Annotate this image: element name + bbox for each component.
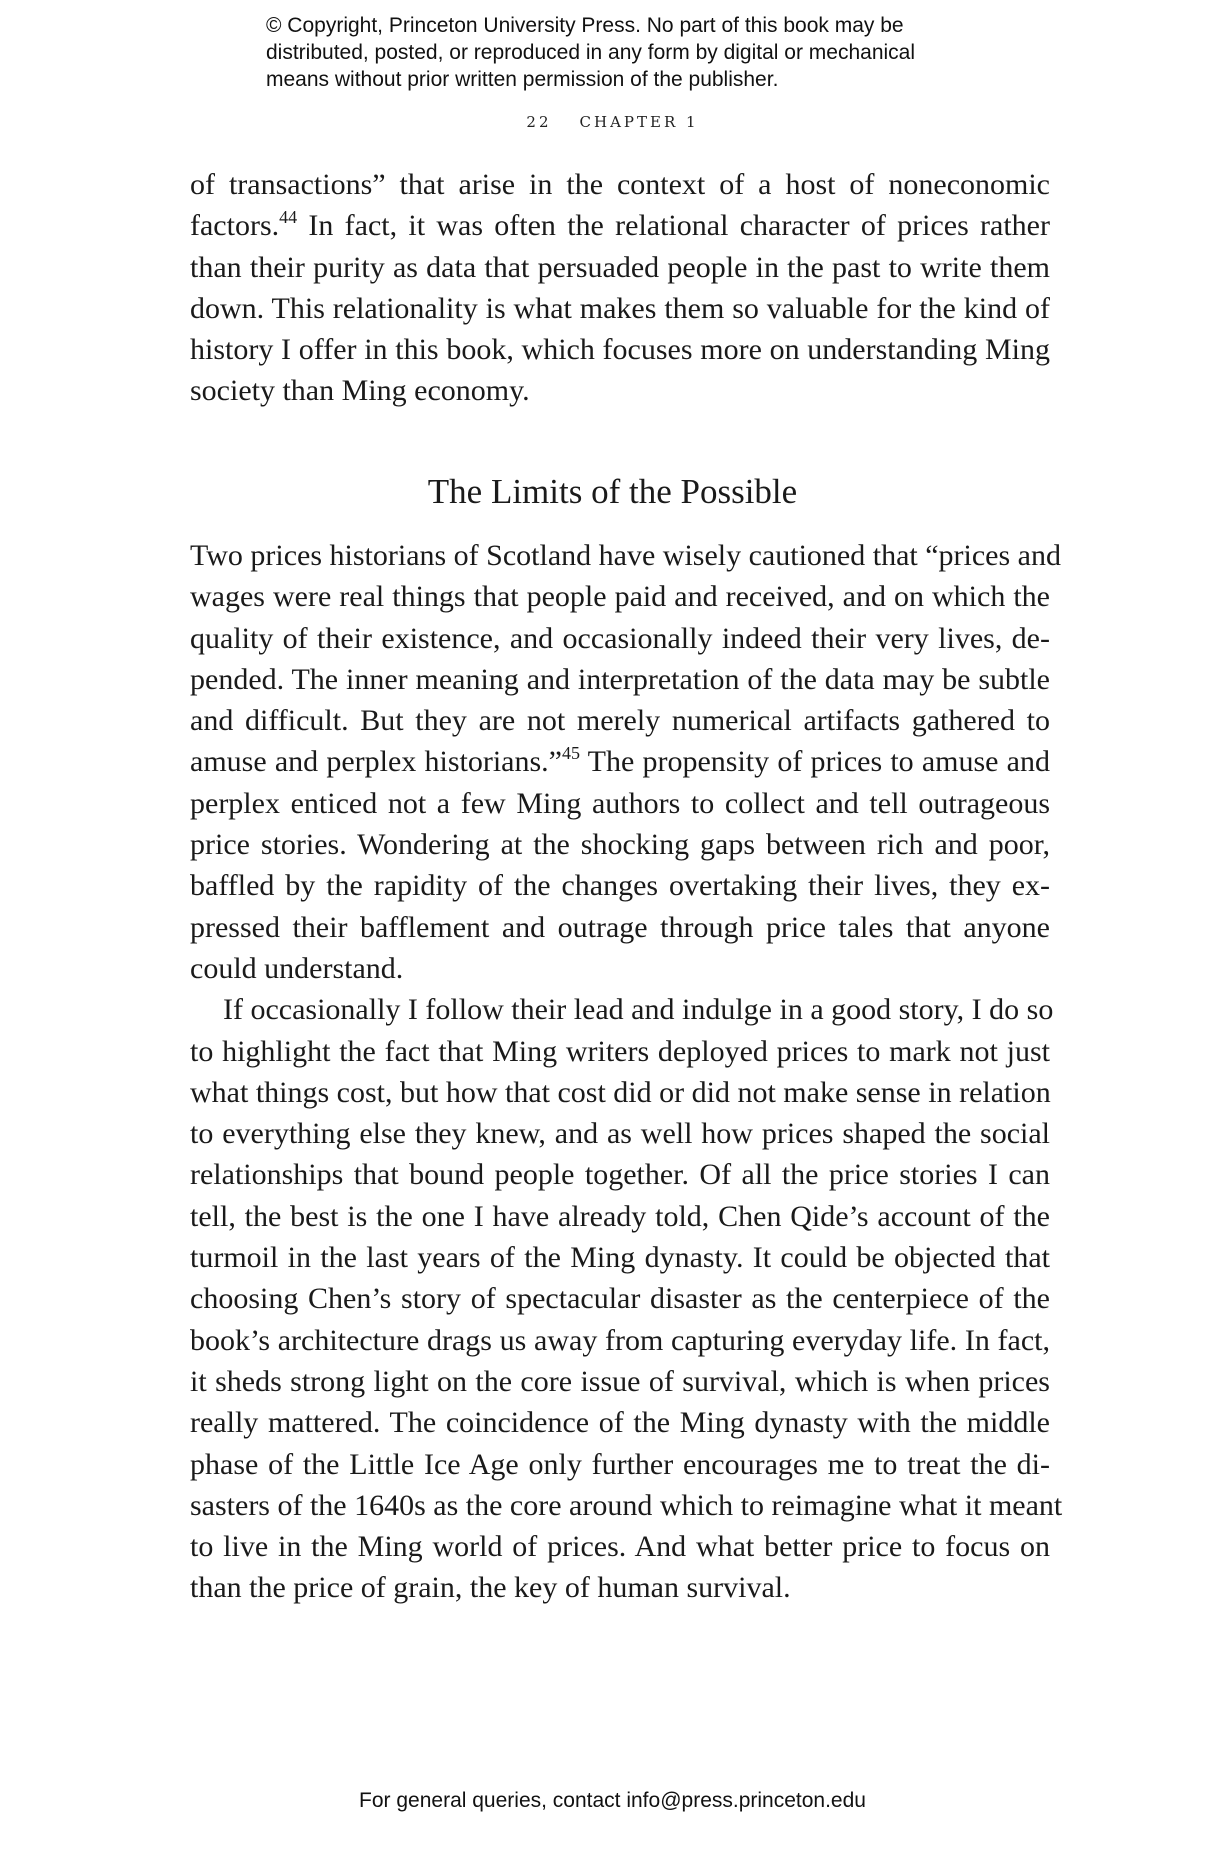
page-number: 22 (526, 113, 552, 131)
text-line: it sheds strong light on the core issue of survival, which is when prices (190, 1364, 1050, 1398)
chapter-label: CHAPTER 1 (579, 113, 699, 131)
text-line: sasters of the 1640s as the core around which to reimagine what it meant (190, 1488, 1063, 1522)
text-line: turmoil in the last years of the Ming dynasty. It could be objected that (190, 1241, 1050, 1275)
copyright-notice (266, 12, 986, 93)
text-line: really mattered. The coincidence of the Ming dynasty with the middle (190, 1406, 1050, 1440)
footnote-ref-45[interactable]: 45 (561, 743, 580, 764)
text-line (190, 205, 1050, 246)
text-line: relationships that bound people together. Of all the price stories I can (190, 1158, 1050, 1192)
text-line: could understand. (190, 951, 404, 985)
text-line: pended. The inner meaning and interpretation of the data may be subtle (190, 662, 1050, 696)
section-heading: The Limits of the Possible (427, 472, 798, 511)
copyright-line: distributed, posted, or reproduced in any form by digital or mechanical (266, 41, 916, 64)
text-fragment: factors. (190, 209, 280, 243)
copyright-line: means without prior written permission of the publisher. (266, 68, 779, 91)
text-line: baffled by the rapidity of the changes overtaking their lives, they ex- (190, 869, 1050, 903)
text-line: pressed their bafflement and outrage through price tales that anyone (190, 910, 1050, 944)
footnote-ref-44[interactable]: 44 (279, 207, 298, 228)
text-line: to everything else they knew, and as well how prices shaped the social (190, 1117, 1050, 1151)
text-line: down. This relationality is what makes them so valuable for the kind of (190, 291, 1050, 325)
text-line: than their purity as data that persuaded people in the past to write them (190, 250, 1050, 284)
paragraph-1 (190, 164, 1050, 412)
text-line: and difficult. But they are not merely numerical artifacts gathered to (190, 704, 1050, 738)
text-line: price stories. Wondering at the shocking gaps between rich and poor, (190, 828, 1050, 862)
text-line: of transactions” that arise in the context of a host of noneconomic (190, 168, 1050, 201)
text-line: Two prices historians of Scotland have wisely cautioned that “prices and (190, 539, 1061, 572)
text-line: to highlight the fact that Ming writers deployed prices to mark not just (190, 1034, 1050, 1068)
text-line: book’s architecture drags us away from capturing everyday life. In fact, (190, 1323, 1050, 1357)
text-fragment: The propensity of prices to amuse and (579, 745, 1051, 779)
footer-contact: For general queries, contact info@press.princeton.edu (359, 1789, 866, 1812)
text-line: society than Ming economy. (190, 374, 530, 408)
text-line: phase of the Little Ice Age only further encourages me to treat the di- (190, 1447, 1050, 1481)
text-line: tell, the best is the one I have already told, Chen Qide’s account of the (190, 1199, 1050, 1233)
text-line: wages were real things that people paid and received, and on which the (190, 580, 1050, 614)
copyright-line: © Copyright, Princeton University Press. No part of this book may be (266, 14, 904, 37)
text-line: to live in the Ming world of prices. And what better price to focus on (190, 1530, 1050, 1564)
running-head (0, 113, 1225, 131)
text-line: If occasionally I follow their lead and indulge in a good story, I do so (223, 993, 1054, 1027)
text-line: quality of their existence, and occasionally indeed their very lives, de- (190, 621, 1050, 655)
text-line: history I offer in this book, which focuses more on understanding Ming (190, 333, 1050, 367)
text-line: what things cost, but how that cost did or did not make sense in relation (190, 1075, 1051, 1109)
text-fragment: amuse and perplex historians.” (190, 745, 562, 779)
paragraph-2 (190, 535, 1063, 1609)
text-line: perplex enticed not a few Ming authors to collect and tell outrageous (190, 786, 1050, 820)
text-line (190, 741, 1050, 782)
text-line: choosing Chen’s story of spectacular disaster as the centerpiece of the (190, 1282, 1050, 1316)
text-fragment: In fact, it was often the relational character of prices rather (297, 209, 1050, 243)
text-line: than the price of grain, the key of human survival. (190, 1571, 791, 1605)
